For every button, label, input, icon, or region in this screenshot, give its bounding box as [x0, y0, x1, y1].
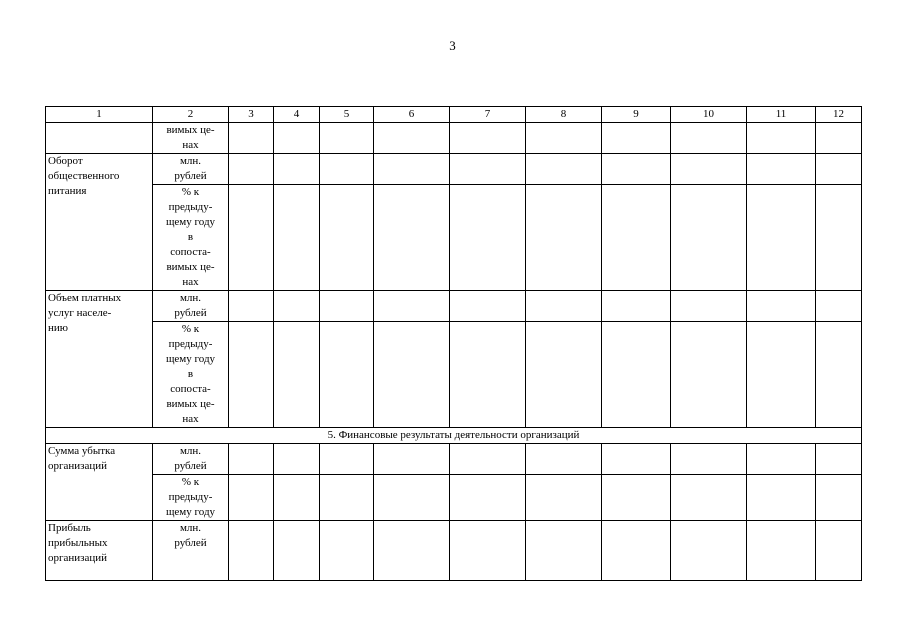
table-row: [46, 475, 862, 521]
unit-cell: млн. рублей: [153, 154, 229, 185]
indicator-cell: Прибыль прибыльных организаций: [46, 521, 153, 581]
section-title: 5. Финансовые результаты деятельности организаций: [46, 428, 862, 444]
statistics-form-table: [45, 106, 862, 581]
unit-cell: % к предыду- щему году в сопоста- вимых це- нах: [153, 322, 229, 428]
indicator-cell: Объем платных услуг населе- нию: [46, 291, 153, 428]
column-header: 5: [320, 107, 374, 123]
column-header: 9: [602, 107, 671, 123]
column-header: 6: [374, 107, 450, 123]
unit-cell: % к предыду- щему году: [153, 475, 229, 521]
section-row: [46, 428, 862, 444]
unit-cell: млн. рублей: [153, 291, 229, 322]
table-row: [46, 322, 862, 428]
unit-cell: млн. рублей: [153, 521, 229, 581]
table-row: [46, 123, 862, 154]
column-header: 11: [747, 107, 816, 123]
unit-cell: вимых це- нах: [153, 123, 229, 154]
column-header: 3: [229, 107, 274, 123]
column-header: 4: [274, 107, 320, 123]
indicator-cell: Сумма убытка организаций: [46, 444, 153, 521]
column-header: 1: [46, 107, 153, 123]
table-row: [46, 185, 862, 291]
page-number: 3: [449, 38, 456, 53]
column-header: 2: [153, 107, 229, 123]
table-row: [46, 291, 862, 322]
table-row: [46, 444, 862, 475]
table-row: [46, 521, 862, 581]
column-header: 7: [450, 107, 526, 123]
column-header: 10: [671, 107, 747, 123]
column-header-row: [46, 107, 862, 123]
column-header: 12: [816, 107, 862, 123]
column-header: 8: [526, 107, 602, 123]
indicator-cell: [46, 123, 153, 154]
table-row: [46, 154, 862, 185]
indicator-cell: Оборот общественного питания: [46, 154, 153, 291]
unit-cell: % к предыду- щему году в сопоста- вимых це- нах: [153, 185, 229, 291]
unit-cell: млн. рублей: [153, 444, 229, 475]
